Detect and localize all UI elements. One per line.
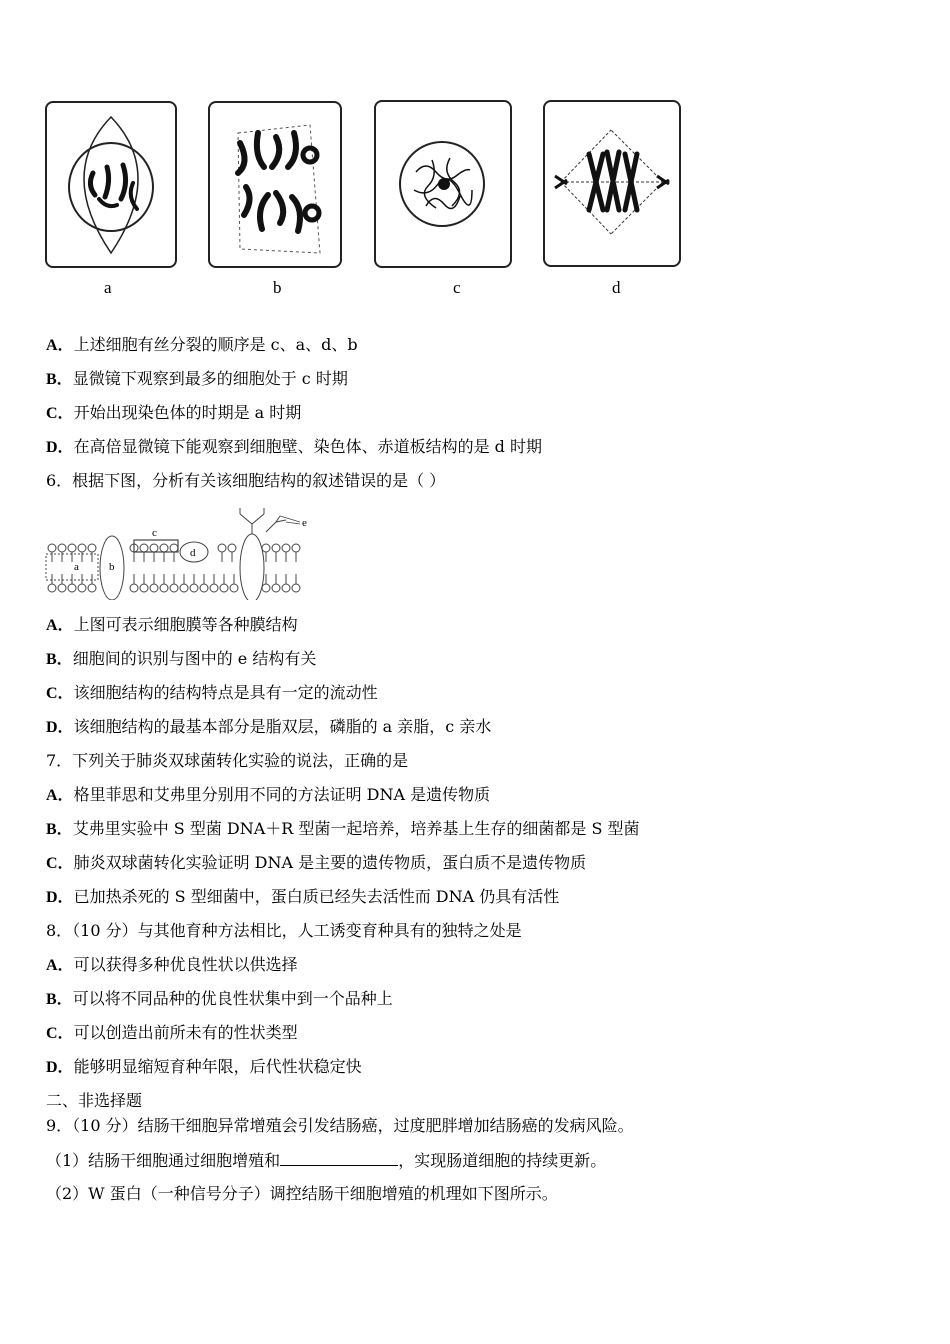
- q6-option-a: A．上图可表示细胞膜等各种膜结构: [46, 615, 298, 634]
- section-heading: 二、非选择题: [46, 1091, 143, 1110]
- q8-stem: 8．（10 分）与其他育种方法相比，人工诱变育种具有的独特之处是: [46, 921, 522, 940]
- membrane-diagram: [44, 504, 314, 600]
- q7-option-b: B．艾弗里实验中 S 型菌 DNA＋R 型菌一起培养，培养基上生存的细菌都是 S 型菌: [46, 819, 640, 838]
- q9-answer-blank[interactable]: [280, 1149, 398, 1166]
- q9-part2: （2）W 蛋白（一种信号分子）调控结肠干细胞增殖的机理如下图所示。: [46, 1184, 558, 1203]
- q7-option-d: D．已加热杀死的 S 型细菌中，蛋白质已经失去活性而 DNA 仍具有活性: [46, 887, 560, 906]
- cell-a-drawing: [47, 103, 175, 266]
- figure-label-a: a: [104, 278, 112, 297]
- q8-option-a: A．可以获得多种优良性状以供选择: [46, 955, 298, 974]
- q8-option-c: C．可以创造出前所未有的性状类型: [46, 1023, 298, 1042]
- cell-image-d: [543, 100, 681, 267]
- q9-stem: 9．（10 分）结肠干细胞异常增殖会引发结肠癌，过度肥胖增加结肠癌的发病风险。: [46, 1116, 634, 1135]
- q5-option-a: A．上述细胞有丝分裂的顺序是 c、a、d、b: [46, 335, 358, 354]
- membrane-label-e: e: [302, 517, 307, 529]
- q6-stem: 6．根据下图，分析有关该细胞结构的叙述错误的是（ ）: [46, 471, 446, 490]
- q8-option-b: B．可以将不同品种的优良性状集中到一个品种上: [46, 989, 393, 1008]
- q7-option-c: C．肺炎双球菌转化实验证明 DNA 是主要的遗传物质，蛋白质不是遗传物质: [46, 853, 587, 872]
- membrane-label-c: c: [152, 527, 157, 539]
- cell-b-drawing: [210, 103, 340, 266]
- q9-part1: （1）结肠干细胞通过细胞增殖和 ，实现肠道细胞的持续更新。: [46, 1151, 607, 1170]
- membrane-label-d: d: [190, 547, 196, 559]
- q8-option-d: D．能够明显缩短育种年限，后代性状稳定快: [46, 1057, 362, 1076]
- q6-option-d: D．该细胞结构的最基本部分是脂双层，磷脂的 a 亲脂，c 亲水: [46, 717, 492, 736]
- q5-option-d: D．在高倍显微镜下能观察到细胞壁、染色体、赤道板结构的是 d 时期: [46, 437, 542, 456]
- cell-image-c: [374, 100, 512, 268]
- cell-d-drawing: [545, 102, 679, 265]
- q5-option-c: C．开始出现染色体的时期是 a 时期: [46, 403, 302, 422]
- figure-label-b: b: [273, 278, 282, 297]
- q7-option-a: A．格里菲思和艾弗里分别用不同的方法证明 DNA 是遗传物质: [46, 785, 491, 804]
- cell-image-a: [45, 101, 177, 268]
- q5-option-b: B．显微镜下观察到最多的细胞处于 c 时期: [46, 369, 348, 388]
- membrane-label-a: a: [74, 561, 79, 573]
- membrane-svg: [44, 504, 314, 600]
- cell-c-drawing: [376, 102, 510, 266]
- q7-stem: 7．下列关于肺炎双球菌转化实验的说法，正确的是: [46, 751, 409, 770]
- cell-image-b: [208, 101, 342, 268]
- membrane-label-b: b: [109, 561, 115, 573]
- q6-option-c: C．该细胞结构的结构特点是具有一定的流动性: [46, 683, 378, 702]
- figure-label-d: d: [612, 278, 621, 297]
- figure-label-c: c: [453, 278, 461, 297]
- q6-option-b: B．细胞间的识别与图中的 e 结构有关: [46, 649, 317, 668]
